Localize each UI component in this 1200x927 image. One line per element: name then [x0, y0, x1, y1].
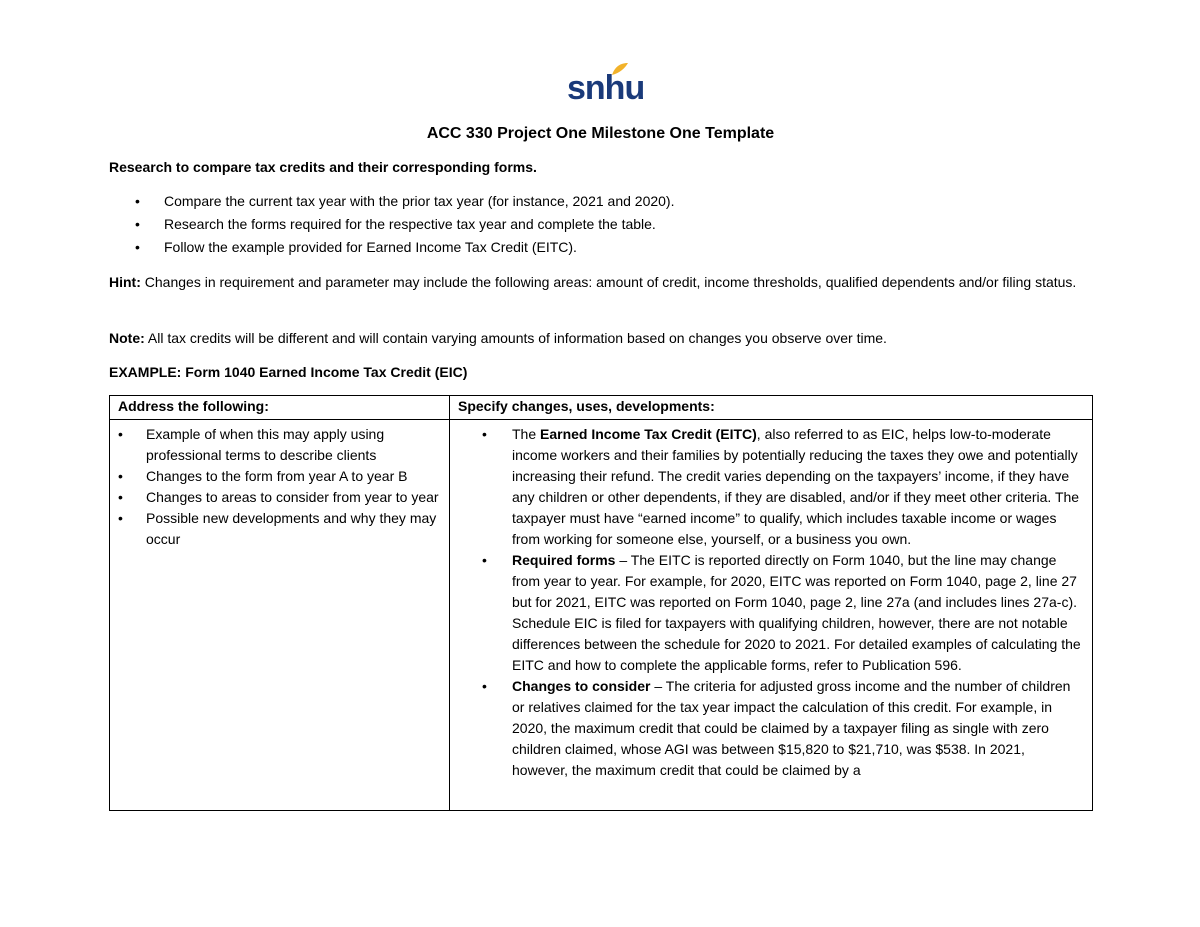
- note-paragraph: [109, 328, 1092, 349]
- example-table: [109, 395, 1093, 811]
- bullet-icon: •: [118, 510, 123, 526]
- bullet-icon: •: [135, 239, 140, 255]
- changes-list: [458, 424, 1084, 781]
- list-item: • Possible new developments and why they may occur: [118, 510, 437, 547]
- snhu-logo: [567, 62, 645, 107]
- note-text: All tax credits will be different and will contain varying amounts of information based on changes you observe over time.: [144, 330, 887, 346]
- logo-wordmark: snhu: [567, 69, 645, 107]
- table-row: [110, 420, 1093, 811]
- bullet-icon: •: [482, 678, 487, 694]
- hint-paragraph: [109, 272, 1092, 293]
- list-item: • The Earned Income Tax Credit (EITC), also referred to as EIC, helps low-to-moderate income workers and their families by potentially reducing the taxes they owe and potentially increasing their refund. The credit varies depending on the taxpayers’ income, if they have any children or other dependents, if they are disabled, and/or if they meet other criteria. The taxpayer must have “earned income” to qualify, which includes taxable income or wages from working for someone else, yourself, or a business you own.: [482, 426, 1080, 547]
- list-item: • Required forms – The EITC is reported directly on Form 1040, but the line may change from year to year. For example, for 2020, EITC was reported on Form 1040, page 2, line 27 but for 2021, EITC was reported on Form 1040, page 2, line 27a (and includes lines 27a-c). Schedule EIC is filed for taxpayers with qualifying children, however, there are not notable differences between the schedule for 2020 to 2021. For detailed examples of calculating the EITC and how to complete the applicable forms, refer to Publication 596.: [482, 552, 1081, 673]
- list-item: • Changes to consider – The criteria for adjusted gross income and the number of children or relatives claimed for the tax year impact the calculation of this credit. For example, in 2020, the maximum credit that could be claimed by a taxpayer filing as single with zero children claimed, whose AGI was between $15,820 to $21,710, was $538. In 2021, however, the maximum credit that could be claimed by a: [482, 678, 1071, 778]
- instructions-list: [109, 191, 675, 260]
- table-cell-left: [110, 420, 450, 811]
- list-item: • Research the forms required for the respective tax year and complete the table.: [109, 214, 675, 237]
- table-cell-right: [450, 420, 1093, 811]
- note-label: Note:: [109, 330, 145, 346]
- bullet-icon: •: [118, 468, 123, 484]
- table-header-row: [110, 396, 1093, 420]
- list-item: • Changes to the form from year A to year B: [118, 466, 441, 487]
- list-item: • Compare the current tax year with the prior tax year (for instance, 2021 and 2020).: [109, 191, 675, 214]
- leaf-icon: [611, 62, 629, 76]
- list-item: • Changes to areas to consider from year to year: [118, 487, 441, 508]
- bullet-icon: •: [118, 426, 123, 442]
- intro-heading: Research to compare tax credits and their corresponding forms.: [109, 159, 537, 175]
- list-item: • Example of when this may apply using professional terms to describe clients: [118, 426, 385, 463]
- example-heading: EXAMPLE: Form 1040 Earned Income Tax Credit (EIC): [109, 364, 468, 380]
- page-title: ACC 330 Project One Milestone One Template: [426, 125, 775, 142]
- bullet-icon: •: [482, 426, 487, 442]
- bullet-icon: •: [482, 552, 487, 568]
- bullet-icon: •: [135, 193, 140, 209]
- hint-label: Hint:: [109, 274, 141, 290]
- table-header-cell: Address the following:: [110, 396, 450, 420]
- list-item: • Follow the example provided for Earned Income Tax Credit (EITC).: [109, 237, 675, 260]
- table-header-cell: Specify changes, uses, developments:: [450, 396, 1093, 420]
- address-list: [118, 424, 441, 550]
- hint-text: Changes in requirement and parameter may include the following areas: amount of credit, income thresholds, qualified dependents and/or filing status.: [140, 274, 1077, 290]
- bullet-icon: •: [135, 216, 140, 232]
- bullet-icon: •: [118, 489, 123, 505]
